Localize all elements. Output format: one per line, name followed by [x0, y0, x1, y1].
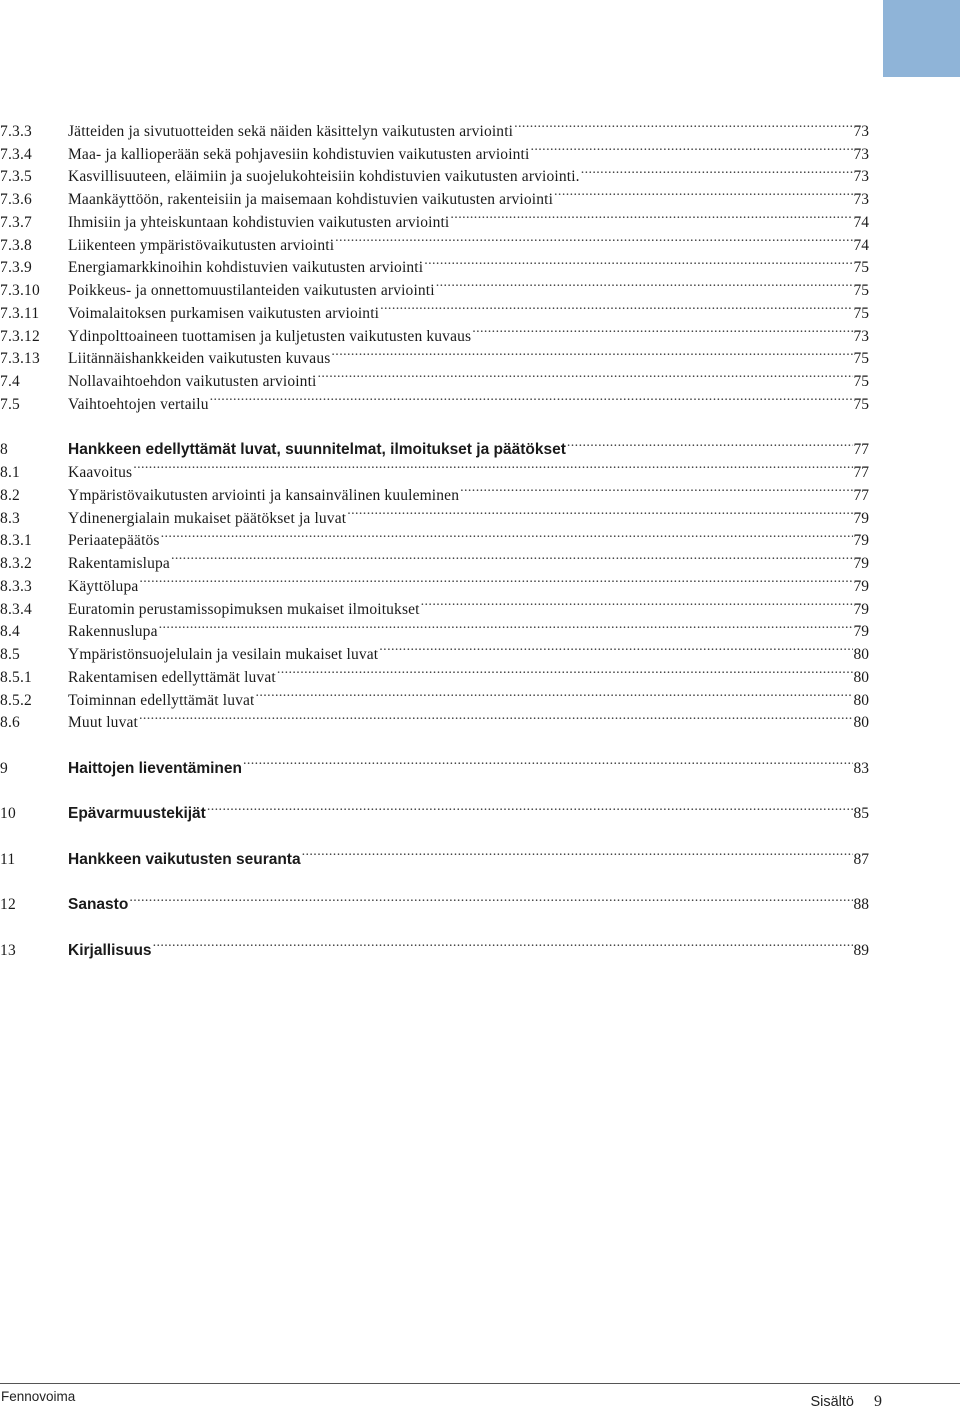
toc-entry-page: 85 [853, 805, 869, 823]
toc-entry-page: 80 [853, 691, 869, 709]
toc-entry-number: 8.5.1 [0, 668, 32, 686]
toc-entry[interactable] [0, 841, 869, 868]
toc-entry-number: 10 [0, 805, 16, 823]
toc-dot-leader [335, 227, 852, 250]
toc-entry-number: 7.3.10 [0, 282, 40, 299]
toc-entry-title: Liikenteen ympäristövaikutusten arviointi [68, 236, 335, 254]
toc-dot-leader [129, 887, 852, 910]
toc-dot-leader [243, 750, 853, 773]
toc-dot-leader [472, 318, 852, 341]
toc-entry-title: Epävarmuustekijät [68, 805, 206, 823]
toc-dot-leader [380, 295, 852, 318]
footer-section [810, 1393, 882, 1411]
toc-dot-leader [277, 659, 853, 682]
toc-dot-leader [171, 545, 853, 568]
toc-dot-leader [331, 341, 852, 364]
toc-entry-page: 74 [853, 213, 869, 231]
toc-entry[interactable] [0, 363, 869, 390]
toc-dot-leader [207, 796, 853, 819]
toc-entry-number: 13 [0, 941, 16, 959]
toc-entry[interactable] [0, 477, 869, 504]
toc-entry[interactable] [0, 500, 869, 527]
toc-dot-leader [554, 181, 852, 204]
toc-entry[interactable] [0, 272, 869, 299]
toc-entry-number: 8.1 [0, 464, 20, 481]
footer-divider [0, 1383, 960, 1384]
toc-dot-leader [139, 705, 853, 728]
toc-entry[interactable] [0, 432, 869, 459]
toc-entry[interactable] [0, 636, 869, 663]
toc-dot-leader [460, 477, 852, 500]
toc-entry-number: 8.3.3 [0, 577, 32, 595]
toc-entry-number: 7.3.4 [0, 145, 32, 163]
toc-entry-page: 83 [853, 759, 869, 777]
toc-dot-leader [421, 591, 853, 614]
toc-dot-leader [255, 682, 852, 705]
toc-entry[interactable] [0, 545, 869, 572]
toc-entry-title: Nollavaihtoehdon vaikutusten arviointi [68, 373, 317, 390]
toc-entry-number: 7.3.12 [0, 327, 40, 345]
toc-entry-number: 7.3.13 [0, 350, 40, 368]
corner-color-tab [883, 0, 960, 77]
toc-entry-title: Ydinenergialain mukaiset päätökset ja luvat [68, 509, 347, 527]
toc-dot-leader [530, 136, 852, 159]
toc-entry[interactable] [0, 113, 869, 140]
toc-entry[interactable] [0, 887, 869, 914]
toc-entry-page: 79 [853, 623, 869, 641]
toc-entry-title: Voimalaitoksen purkamisen vaikutusten arviointi [68, 304, 380, 322]
toc-dot-leader [379, 636, 852, 659]
toc-entry[interactable] [0, 181, 869, 208]
toc-entry-page: 79 [853, 600, 869, 618]
toc-entry[interactable] [0, 204, 869, 231]
toc-entry-number: 7.3.8 [0, 236, 32, 254]
toc-entry-page: 73 [853, 122, 869, 140]
toc-entry-number: 8.6 [0, 714, 20, 732]
toc-entry-page: 75 [853, 259, 869, 277]
toc-dot-leader [581, 159, 853, 182]
toc-entry-page: 73 [853, 145, 869, 163]
toc-entry-number: 7.4 [0, 373, 20, 390]
toc-entry-title: Periaatepäätös [68, 532, 160, 550]
toc-entry-number: 7.3.7 [0, 213, 32, 231]
toc-dot-leader [153, 932, 853, 955]
toc-entry[interactable] [0, 659, 869, 686]
toc-entry-number: 7.3.3 [0, 122, 32, 140]
toc-entry-title: Euratomin perustamissopimuksen mukaiset ilmoitukset [68, 600, 420, 618]
toc-entry[interactable] [0, 250, 869, 277]
toc-dot-leader [436, 272, 853, 295]
toc-entry-number: 8.3.1 [0, 532, 32, 550]
toc-entry-page: 80 [853, 714, 869, 732]
toc-entry-page: 75 [853, 350, 869, 368]
toc-entry[interactable] [0, 932, 869, 959]
toc-entry-page: 73 [853, 168, 869, 186]
toc-entry-page: 77 [853, 464, 869, 481]
toc-entry-title: Rakentamislupa [68, 555, 170, 572]
toc-entry-page: 75 [853, 282, 869, 299]
toc-dot-leader [318, 363, 853, 386]
toc-entry-page: 77 [853, 441, 869, 459]
toc-dot-leader [514, 113, 852, 136]
toc-dot-leader [302, 841, 853, 864]
toc-dot-leader [159, 614, 853, 637]
toc-entry[interactable] [0, 682, 869, 709]
toc-entry-page: 73 [853, 327, 869, 345]
footer-publisher: Fennovoima [1, 1389, 76, 1404]
toc-entry[interactable] [0, 750, 869, 777]
toc-dot-leader [347, 500, 852, 523]
toc-entry-number: 8.2 [0, 486, 20, 504]
toc-entry-title: Hankkeen edellyttämät luvat, suunnitelmat, ilmoitukset ja päätökset [68, 441, 566, 459]
toc-entry-page: 74 [853, 236, 869, 254]
toc-entry-number: 8.3 [0, 509, 20, 527]
toc-entry-title: Energiamarkkinoihin kohdistuvien vaikutusten arviointi [68, 259, 424, 277]
toc-entry-page: 73 [853, 191, 869, 208]
toc-entry-page: 80 [853, 668, 869, 686]
toc-entry-title: Liitännäishankkeiden vaikutusten kuvaus [68, 350, 331, 368]
toc-dot-leader [210, 386, 853, 409]
toc-dot-leader [567, 432, 853, 455]
toc-entry[interactable] [0, 295, 869, 322]
toc-entry-title: Poikkeus- ja onnettomuustilanteiden vaikutusten arviointi [68, 282, 435, 299]
toc-entry-page: 88 [853, 896, 869, 914]
toc-dot-leader [424, 250, 852, 273]
toc-entry-page: 80 [853, 646, 869, 663]
toc-entry-title: Ympäristönsuojelulain ja vesilain mukaiset luvat [68, 646, 379, 663]
toc-entry-title: Toiminnan edellyttämät luvat [68, 691, 255, 709]
toc-entry[interactable] [0, 614, 869, 641]
toc-entry[interactable] [0, 386, 869, 413]
toc-entry-title: Ydinpolttoaineen tuottamisen ja kuljetusten vaikutusten kuvaus [68, 327, 472, 345]
toc-entry-title: Vaihtoehtojen vertailu [68, 395, 209, 413]
toc-entry-title: Maa- ja kallioperään sekä pohjavesiin kohdistuvien vaikutusten arviointi [68, 145, 530, 163]
toc-entry-page: 79 [853, 532, 869, 550]
toc-entry[interactable] [0, 454, 869, 481]
toc-entry-number: 7.3.5 [0, 168, 32, 186]
toc-entry-title: Haittojen lieventäminen [68, 759, 242, 777]
toc-entry-title: Hankkeen vaikutusten seuranta [68, 850, 301, 868]
toc-entry-title: Muut luvat [68, 714, 138, 732]
toc-entry[interactable] [0, 318, 869, 345]
toc-entry-title: Kaavoitus [68, 464, 133, 481]
toc-entry-page: 75 [853, 304, 869, 322]
toc-entry-title: Käyttölupa [68, 577, 139, 595]
toc-dot-leader [161, 523, 853, 546]
toc-entry[interactable] [0, 568, 869, 595]
toc-entry-number: 11 [0, 850, 16, 868]
toc-entry[interactable] [0, 227, 869, 254]
toc-entry-title: Ihmisiin ja yhteiskuntaan kohdistuvien vaikutusten arviointi [68, 213, 450, 231]
footer-page-number: 9 [874, 1393, 882, 1410]
toc-entry-number: 8.5.2 [0, 691, 32, 709]
toc-entry-title: Rakennuslupa [68, 623, 158, 641]
footer-section-label: Sisältö [810, 1394, 854, 1410]
toc-entry-number: 7.5 [0, 395, 20, 413]
toc-entry-number: 8.3.4 [0, 600, 32, 618]
toc-dot-leader [139, 568, 852, 591]
toc-entry-number: 12 [0, 896, 16, 914]
toc-dot-leader [133, 454, 852, 477]
toc-entry-page: 79 [853, 555, 869, 572]
toc-entry[interactable] [0, 705, 869, 732]
toc-entry[interactable] [0, 341, 869, 368]
toc-entry-number: 8.5 [0, 646, 20, 663]
toc-entry-page: 75 [853, 373, 869, 390]
toc-entry-title: Kasvillisuuteen, eläimiin ja suojelukohteisiin kohdistuvien vaikutusten arviointi. [68, 168, 580, 186]
toc-entry[interactable] [0, 523, 869, 550]
toc-entry[interactable] [0, 796, 869, 823]
toc-entry-title: Maankäyttöön, rakenteisiin ja maisemaan kohdistuvien vaikutusten arviointi [68, 191, 554, 208]
toc-entry[interactable] [0, 136, 869, 163]
toc-entry-title: Ympäristövaikutusten arviointi ja kansainvälinen kuuleminen [68, 486, 460, 504]
toc-entry-number: 8.3.2 [0, 555, 32, 572]
toc-entry-page: 87 [853, 850, 869, 868]
toc-entry-page: 79 [853, 577, 869, 595]
toc-entry-number: 7.3.11 [0, 304, 40, 322]
toc-entry-page: 79 [853, 509, 869, 527]
toc-entry-number: 8 [0, 441, 8, 459]
toc-entry-number: 7.3.6 [0, 191, 32, 208]
toc-entry-title: Jätteiden ja sivutuotteiden sekä näiden käsittelyn vaikutusten arviointi [68, 122, 514, 140]
toc-dot-leader [450, 204, 852, 227]
toc-entry-title: Rakentamisen edellyttämät luvat [68, 668, 276, 686]
table-of-contents [0, 113, 869, 959]
toc-entry-title: Sanasto [68, 896, 129, 914]
toc-entry[interactable] [0, 159, 869, 186]
toc-entry-title: Kirjallisuus [68, 941, 152, 959]
toc-entry-page: 75 [853, 395, 869, 413]
toc-entry-number: 8.4 [0, 623, 20, 641]
toc-entry[interactable] [0, 591, 869, 618]
toc-entry-number: 7.3.9 [0, 259, 32, 277]
toc-entry-page: 77 [853, 486, 869, 504]
toc-entry-page: 89 [853, 941, 869, 959]
toc-entry-number: 9 [0, 759, 8, 777]
